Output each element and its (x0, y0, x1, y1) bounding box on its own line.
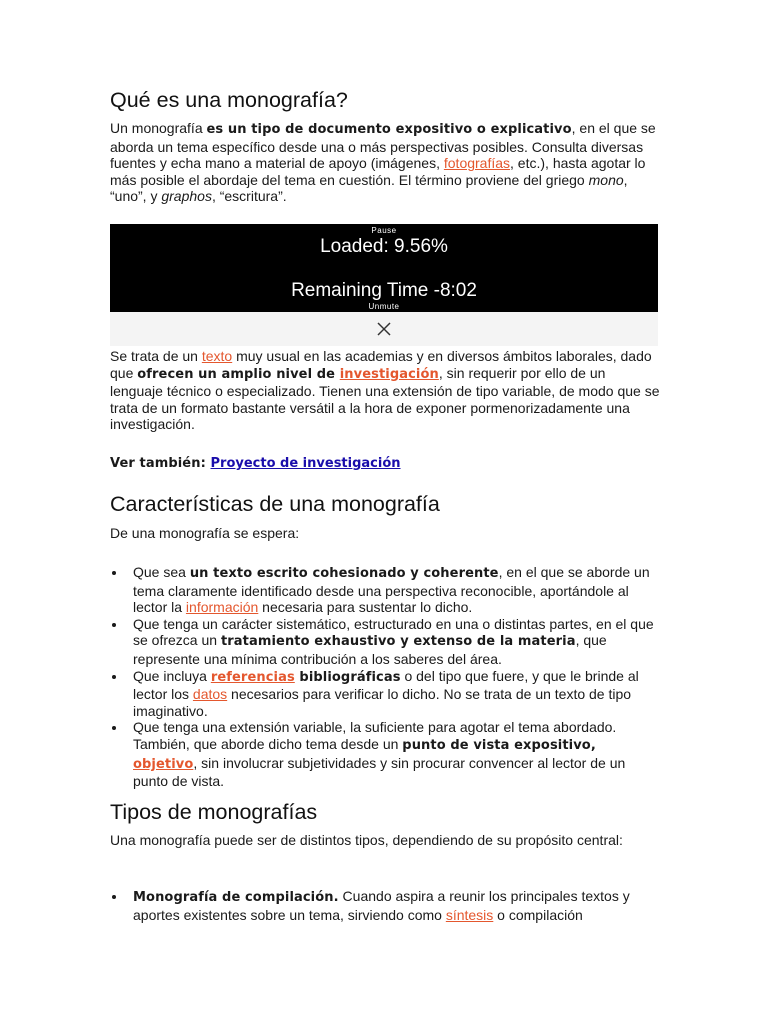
bold-text: Monografía de compilación. (133, 890, 339, 905)
text-span: necesarios para verificar lo dicho. No se trata de un texto de tipo imaginativo. (133, 686, 632, 719)
section-title-caracteristicas: Características de una monografía (110, 492, 440, 516)
text-span: Que tenga una extensión variable, la suficiente para agotar el tema abordado. También, que aborde dicho tema desde un (133, 719, 617, 752)
text-span: o compilación (493, 906, 583, 923)
loaded-status: Loaded: 9.56% (320, 236, 448, 257)
text-span: Un monografía (110, 120, 207, 136)
link-proyecto-de-investigacion[interactable]: Proyecto de investigación (210, 456, 401, 471)
video-player[interactable] (110, 224, 658, 312)
text-span: , “uno”, y (110, 171, 628, 205)
bold-text: es un tipo de documento expositivo o explicativo (206, 122, 572, 137)
close-icon[interactable] (376, 321, 392, 337)
list-item (110, 564, 660, 616)
link-referencias[interactable] (211, 668, 295, 684)
link-fotografias[interactable]: fotografías (443, 155, 511, 172)
text-span: , en el que se aborda un tema específico desde una o más perspectivas posibles. Consulta diversas fuentes y echa mano a material de apoyo (imágenes, (110, 120, 656, 172)
list-item (110, 616, 660, 668)
italic-text: mono (588, 171, 624, 188)
bold-link-text: investigación (339, 366, 439, 382)
link-datos[interactable]: datos (192, 686, 228, 703)
intro-paragraph (110, 120, 660, 205)
text-span: , que represente una mínima contribución a los saberes del área. (133, 632, 607, 667)
text-span: Que sea (133, 564, 190, 580)
bold-text: ofrecen un amplio nivel de (137, 366, 340, 382)
bold-text: punto de vista expositivo, (402, 737, 596, 753)
text-span: Cuando aspira a reunir los principales textos y aportes existentes sobre un tema, sirviendo como (133, 888, 630, 923)
text-span: Que incluya (133, 667, 211, 684)
pause-button[interactable]: Pause (371, 226, 397, 235)
bold-link-text: referencias (210, 669, 295, 685)
see-also-label: Ver también: (110, 456, 211, 471)
list-item (110, 888, 660, 923)
italic-text: graphos (161, 188, 212, 205)
text-span: o del tipo que fuere, y que le brinde al lector los (133, 667, 639, 703)
link-informacion[interactable]: información (185, 599, 259, 616)
unmute-button[interactable]: Unmute (368, 302, 400, 311)
types-intro: Una monografía puede ser de distintos tipos, dependiendo de su propósito central: (110, 832, 623, 848)
characteristics-list (110, 564, 660, 790)
text-span: , sin involucrar subjetividades y sin procurar convencer al lector de un punto de vista. (133, 754, 626, 790)
bold-text: bibliográficas (294, 669, 401, 685)
text-span: Que tenga un carácter sistemático, estructurado en una o distintas partes, en el que se ofrezca un (133, 615, 654, 649)
text-span: necesaria para sustentar lo dicho. (258, 599, 473, 616)
types-list (110, 888, 660, 923)
link-investigacion[interactable] (340, 365, 439, 381)
characteristics-intro: De una monografía se espera: (110, 525, 300, 541)
text-span: , en el que se aborde un tema claramente identificado desde una perspectiva reconocible, aportándole al lector la (133, 564, 650, 616)
body-paragraph-2 (110, 348, 660, 433)
video-close-bar (110, 312, 658, 346)
link-texto[interactable]: texto (201, 348, 233, 364)
link-objetivo[interactable] (133, 755, 193, 771)
link-sintesis[interactable]: síntesis (445, 906, 494, 923)
bold-text: un texto escrito cohesionado y coherente (189, 566, 499, 581)
bold-link-text: objetivo (133, 756, 194, 772)
bold-text: tratamiento exhaustivo y extenso de la materia (220, 634, 576, 650)
remaining-time: Remaining Time -8:02 (291, 280, 477, 301)
list-item (110, 719, 660, 789)
text-span: , “escritura”. (211, 188, 287, 205)
see-also (110, 454, 660, 473)
section-title-que-es: Qué es una monografía? (110, 88, 348, 112)
text-span: , etc.), hasta agotar lo más posible el abordaje del tema en cuestión. El término proviene del griego (110, 155, 646, 188)
list-item (110, 668, 660, 720)
text-span: muy usual en las academias y en diversos ámbitos laborales, dado que (110, 348, 652, 381)
text-span: Se trata de un (110, 348, 202, 364)
section-title-tipos: Tipos de monografías (110, 800, 318, 824)
text-span: , sin requerir por ello de un lenguaje técnico o especializado. Tienen una extensión de tipo variable, de modo que se trata de un formato bastante versátil a la hora de exponer pormenorizadamente una investigación. (110, 364, 660, 433)
